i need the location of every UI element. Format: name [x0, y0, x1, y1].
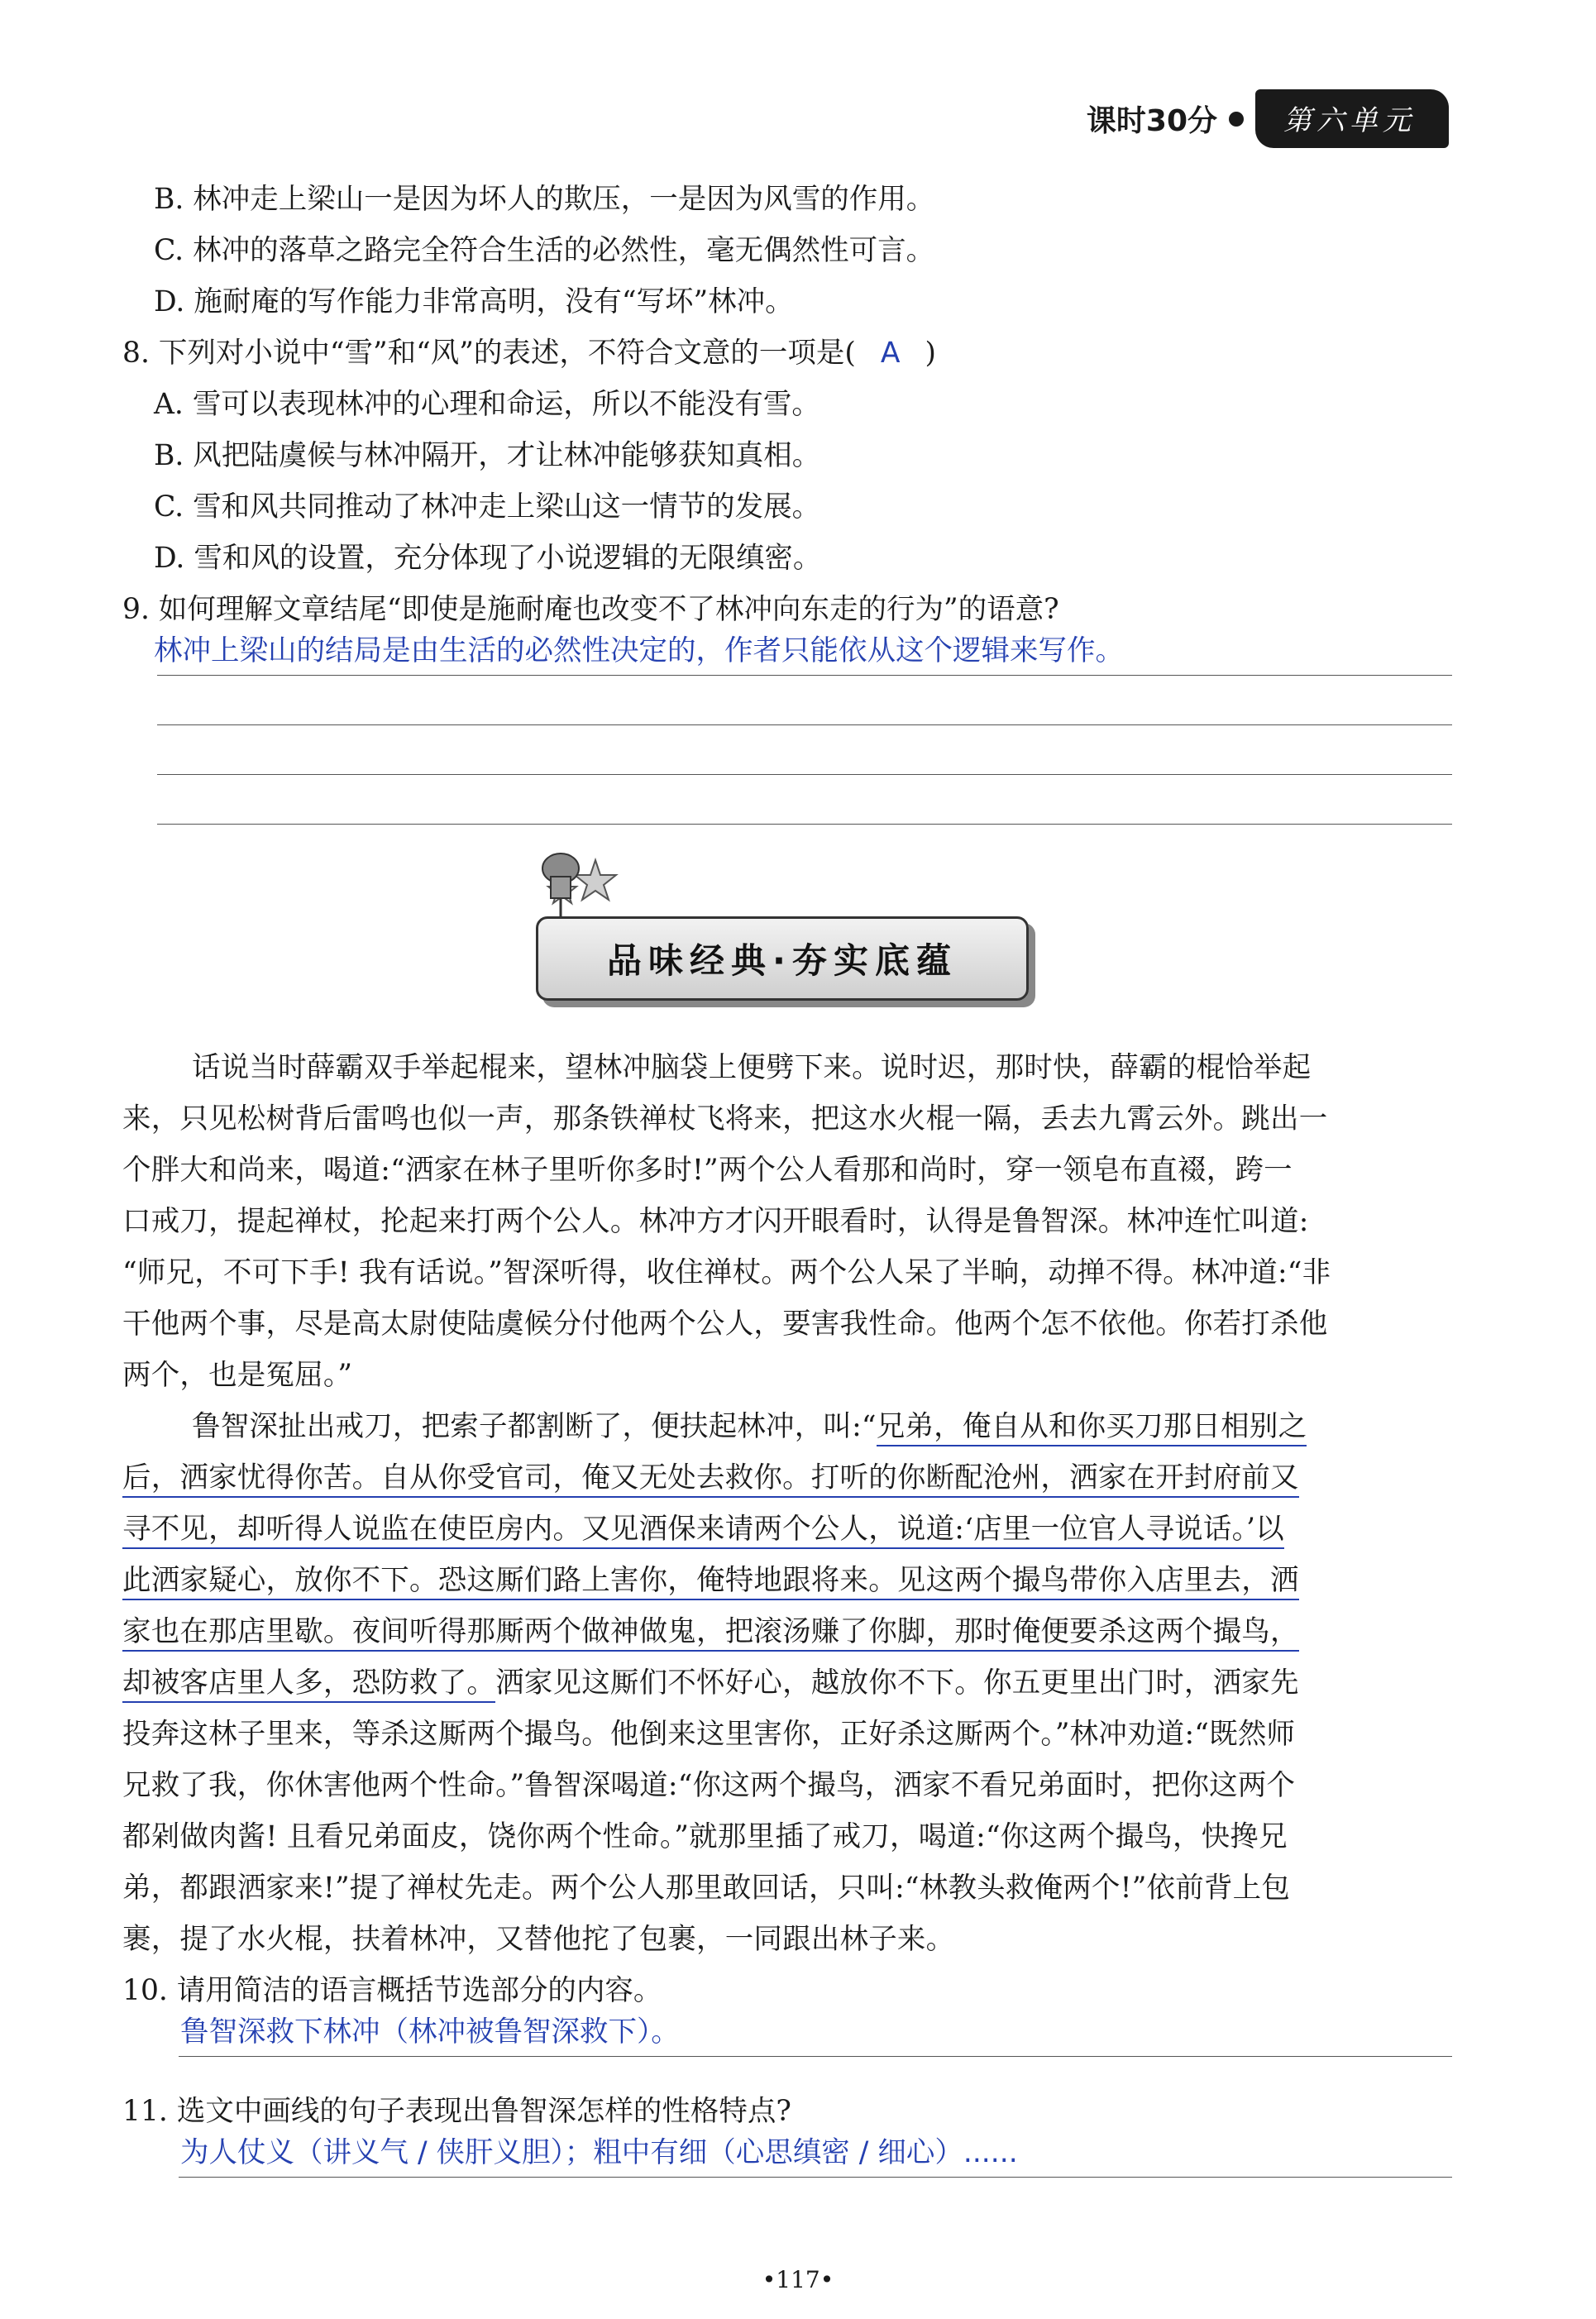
passage-text: 洒家见这厮们不怀好心，越放你不下。你五更里出门时，洒家先 — [495, 1666, 1299, 1700]
series-title: 课时30分 — [1086, 104, 1217, 138]
underlined-sentence: 家也在那店里歇。夜间听得那厮两个做神做鬼，把滚汤赚了你脚，那时俺便要杀这两个撮鸟， — [122, 1615, 1299, 1652]
q8-option-d: D. 雪和风的设置，充分体现了小说逻辑的无限缜密。 — [154, 542, 822, 575]
answer-line — [157, 724, 1452, 725]
passage-line — [122, 1459, 1454, 1497]
section-banner — [536, 916, 1029, 1001]
q8-close-bracket: ) — [925, 337, 936, 370]
q8-option-b: B. 风把陆虞候与林冲隔开，才让林冲能够获知真相。 — [154, 439, 821, 472]
header-dot-icon — [1229, 112, 1244, 127]
page-number-text: 117 — [776, 2266, 820, 2293]
underlined-sentence: 兄弟，俺自从和你买刀那日相别之 — [877, 1410, 1307, 1446]
passage-line: 裹，提了水火棍，扶着林冲，又替他拕了包裹，一同跟出林子来。 — [122, 1923, 955, 1956]
underlined-sentence: 寻不见，却听得人说监在使臣房内。又见酒保来请两个公人，说道:‘店里一位官人寻说话。’以 — [122, 1513, 1284, 1549]
passage-line: 来，只见松树背后雷鸣也似一声，那条铁禅杖飞将来，把这水火棍一隔，丢去九霄云外。跳出一 — [122, 1102, 1328, 1136]
q8-option-c: C. 雪和风共同推动了林冲走上梁山这一情节的发展。 — [154, 490, 821, 524]
q7-option-c: C. 林冲的落草之路完全符合生活的必然性，毫无偶然性可言。 — [154, 234, 935, 267]
passage-line — [122, 1510, 1454, 1548]
page-number: •117• — [762, 2266, 834, 2293]
passage-line: 两个，也是冤屈。” — [122, 1359, 353, 1392]
passage-line: 话说当时薛霸双手举起棍来，望林冲脑袋上便劈下来。说时迟，那时快，薛霸的棍恰举起 — [192, 1051, 1312, 1084]
answer-line — [157, 675, 1452, 676]
passage-text: 鲁智深扯出戒刀，把索子都割断了，便扶起林冲，叫:“ — [192, 1410, 877, 1443]
passage-line: 兄救了我，你休害他两个性命。”鲁智深喝道:“你这两个撮鸟，洒家不看兄弟面时，把你这两个 — [122, 1769, 1296, 1802]
underlined-sentence: 后，洒家忧得你苦。 — [122, 1461, 380, 1498]
q10-stem: 10. 请用简洁的语言概括节选部分的内容。 — [122, 1974, 662, 2007]
passage-line: 投奔这林子里来，等杀这厮两个撮鸟。他倒来这里害你，正好杀这厮两个。”林冲劝道:“既然师 — [122, 1718, 1296, 1751]
answer-line — [157, 824, 1452, 825]
underlined-sentence: 却被客店里人多，恐防救了。 — [122, 1666, 495, 1703]
q9-stem: 9. 如何理解文章结尾“即使是施耐庵也改变不了林冲向东走的行为”的语意? — [122, 593, 1059, 626]
q8-option-a: A. 雪可以表现林冲的心理和命运，所以不能没有雪。 — [154, 388, 820, 421]
section-title: 品味经典·夯实底蕴 — [607, 940, 958, 981]
passage-line — [122, 1561, 1454, 1599]
q11-answer: 为人仗义（讲义气 / 侠肝义胆）；粗中有细（心思缜密 / 细心）...... — [180, 2136, 1018, 2169]
q9-answer: 林冲上梁山的结局是由生活的必然性决定的，作者只能依从这个逻辑来写作。 — [154, 634, 1124, 667]
passage-line: 干他两个事，尽是高太尉使陆虞候分付他两个公人，要害我性命。他两个怎不依他。你若打杀他 — [122, 1308, 1328, 1341]
q8-stem-text: 8. 下列对小说中“雪”和“风”的表述，不符合文意的一项是( — [122, 337, 856, 370]
passage-line: 都剁做肉酱! 且看兄弟面皮，饶你两个性命。”就那里插了戒刀，喝道:“你这两个撮鸟，快搀兄 — [122, 1820, 1288, 1853]
underlined-sentence: 此洒家疑心，放你不下。恐这厮们路上害你，俺特地跟将来。见这两个撮鸟带你入店里去，洒 — [122, 1564, 1299, 1600]
passage-line: “师兄，不可下手! 我有话说。”智深听得，收住禅杖。两个公人呆了半晌，动掸不得。林冲道:“非 — [122, 1256, 1331, 1289]
q8-answer: A — [880, 337, 901, 370]
q10-answer: 鲁智深救下林冲（林冲被鲁智深救下）。 — [180, 2015, 680, 2049]
underlined-sentence: 自从你受官司，俺又无处去救你。打听的你断配沧州，洒家在开封府前又 — [380, 1461, 1298, 1498]
passage-line — [122, 1408, 1454, 1446]
q7-option-b: B. 林冲走上梁山一是因为坏人的欺压，一是因为风雪的作用。 — [154, 183, 935, 216]
passage-line: 个胖大和尚来，喝道:“洒家在林子里听你多时!”两个公人看那和尚时，穿一领皂布直裰，跨一 — [122, 1154, 1293, 1187]
unit-title: 第六单元 — [1255, 89, 1449, 148]
q7-option-d: D. 施耐庵的写作能力非常高明，没有“写坏”林冲。 — [154, 285, 794, 318]
passage-line: 口戒刀，提起禅杖，抡起来打两个公人。林冲方才闪开眼看时，认得是鲁智深。林冲连忙叫道: — [122, 1205, 1309, 1238]
passage-line — [122, 1613, 1454, 1651]
passage-line — [122, 1664, 1454, 1702]
answer-line — [179, 2056, 1452, 2057]
passage-line: 弟，都跟洒家来!”提了禅杖先走。两个公人那里敢回话，只叫:“林教头救俺两个!”依前背上包 — [122, 1872, 1291, 1905]
answer-line — [179, 2177, 1452, 2178]
page-header — [1087, 89, 1449, 148]
q8-stem — [122, 334, 936, 372]
q11-stem: 11. 选文中画线的句子表现出鲁智深怎样的性格特点? — [122, 2095, 791, 2128]
answer-line — [157, 774, 1452, 775]
